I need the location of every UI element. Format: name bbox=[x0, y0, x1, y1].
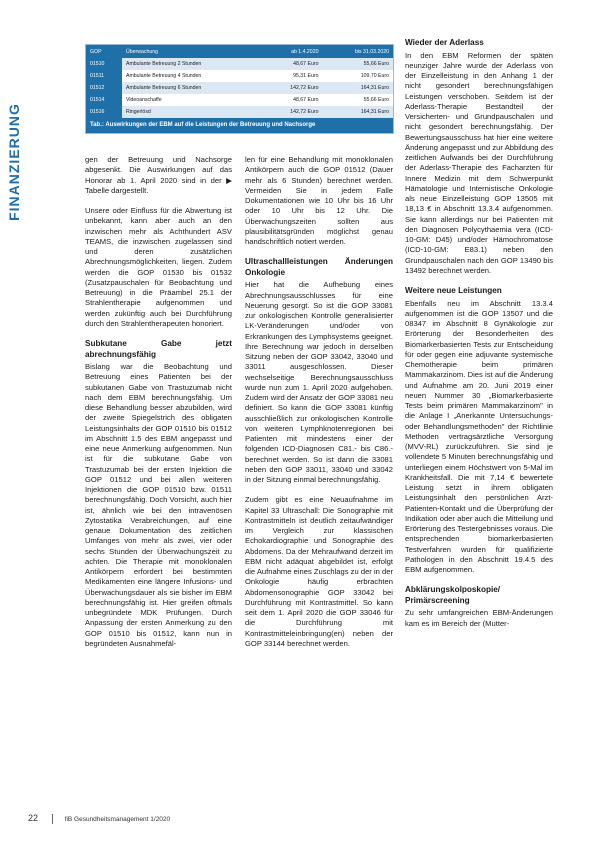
table-header: Überwachung bbox=[122, 45, 262, 58]
table-cell: 142,72 Euro bbox=[262, 82, 323, 94]
fee-table-box bbox=[85, 44, 394, 134]
paragraph: Unsere oder Einfluss für die Abwertung ist unbekannt, kann aber auch an den inzwischen mehr als Achthundert ASV TEAMS, die inzwischen zugelassen sind und deren zusätzlichen Abrechnungsmöglichkeiten, liegen. Zudem werden die GOP 01530 bis 01532 (Zusatzpauschalen für Beobachtung und Betreuung) in die Präambel 25.1 der Strahlentherapie aufgenommen und werden zukünftig auch bei Durchführung durch den Strahlentherapeuten honoriert. bbox=[85, 206, 232, 328]
paragraph: gen der Betreuung und Nachsorge abgesenkt. Die Auswirkungen auf das Honorar ab 1. April 2020 sind in der ▶ Tabelle dargestellt. bbox=[85, 155, 232, 195]
paragraph: Hier hat die Aufhebung eines Abrechnungsausschlusses für eine Neuerung gesorgt. So ist die GOP 33081 zur onkologischen Kontrolle generalisierter LK-Veränderungen und/oder von Erkrankungen des Lymphsystems geeignet. Ihre Berechnung war jedoch in derselben Sitzung neben der GOP 33042, 33040 und 33011 ausgeschlossen. Dieser wechselseitige Berechnungsausschluss wurde nun zum 1. April 2020 aufgehoben. Zudem wird der Ansatz der GOP 33081 neu definiert. So kann die GOP 33081 künftig ausschließlich zur onkologischen Kontrolle von weiteren Lymphknotenregionen bei Patienten mit mindestens einer der folgenden ICD-Diagnosen C81.- bis C86.- berechnet werden. So ist dann die 33081 neben den GOP 33011, 33040 und 33042 in der Sitzung einmal berechnungsfähig. bbox=[245, 280, 393, 484]
journal-name: fiB Gesundheitsmanagement 1/2020 bbox=[64, 816, 171, 823]
table-row bbox=[86, 82, 393, 94]
table-caption: Tab.: Auswirkungen der EBM auf die Leistungen der Betreuung und Nachsorge bbox=[86, 118, 393, 133]
paragraph: Zu sehr umfangreichen EBM-Änderungen kam es im Bereich der (Mutter- bbox=[405, 608, 553, 628]
table-cell: 142,72 Euro bbox=[262, 106, 323, 118]
table-row bbox=[86, 106, 393, 118]
paragraph: len für eine Behandlung mit monoklonalen Antikörpern auch die GOP 01512 (Dauer mehr als 6 Stunden) berechnet werden. Vermeiden Sie in jedem Falle Dokumentationen wie 10 Uhr bis 16 Uhr oder 10 Uhr bis 12 Uhr. Die Überwachungszeiten sollten aus plausibilitätsgründen möglichst genau handschriftlich notiert werden. bbox=[245, 155, 393, 246]
table-cell: 48,67 Euro bbox=[262, 94, 323, 106]
table-cell: 95,31 Euro bbox=[262, 70, 323, 82]
table-cell: 01511 bbox=[86, 70, 122, 82]
table-cell: Ringerlösd bbox=[122, 106, 262, 118]
table-header: bis 31.03.2020 bbox=[322, 45, 393, 58]
paragraph: In den EBM Reformen der späten neunziger Jahre wurde der Aderlass von der Einzelleistung in den Anhang 1 der nicht gesondert berechnungsfähigen Leistungen verschoben. Seitdem ist der Aderlass-Therapie Bestandteil der Versicherten- und Grundpauschalen und nicht gesondert berechnungsfähig. Der Bewertungsausschuss hat hier eine weitere Änderung angepasst und zur Abbildung des zeitlichen Aufwands bei der Durchführung der Aderlass-Therapie des Facharzten für Innere Medizin mit dem Schwerpunkt Hämatologie und Internistische Onkologie als neue Einzelleistung GOP 13505 mit 18,13 € in Abschnitt 13.3.4 aufgenommen. Sie kann allerdings nur bei Patienten mit den Diagnosen Polycythaemia vera (ICD-10-GM: D45) und/oder Hämochromatose (ICD-10-GM: E83.1) neben den Grundpauschalen nach den GOP 13490 bis 13492 berechnet werden. bbox=[405, 50, 553, 275]
table-cell: Ambulante Betreuung 2 Stunden bbox=[122, 58, 262, 70]
paragraph: Zudem gibt es eine Neuaufnahme im Kapitel 33 Ultraschall: Die Sonographie mit Kontrastmitteln ist deutlich zeitaufwändiger im Vergleich zur klassischen Echokardiographie und Sonographie des Abdomens. Da der Mehraufwand derzeit im EBM nicht adäquat abgebildet ist, erfolgt die Aufnahme eines Zuschlags zu der in der Onkologie häufig erbrachten Abdomensonographie GOP 33042 bei Durchführung mit Kontrastmittel. So kann seit dem 1. April 2020 die GOP 33046 für die Durchführung mit Kontrastmitteleinbringung(en) neben der GOP 33144 berechnet werden. bbox=[245, 495, 393, 648]
footer-divider bbox=[52, 814, 53, 824]
subheading: Weitere neue Leistungen bbox=[405, 286, 502, 295]
table-header: ab 1.4.2020 bbox=[262, 45, 323, 58]
table-cell: 164,31 Euro bbox=[322, 106, 393, 118]
paragraph: Ebenfalls neu im Abschnitt 13.3.4 aufgenommen ist die GOP 13507 und die 08347 im Abschnitt 8 Gynäkologie zur Erörterung der Besonderheiten des Biomarkerbasierten Tests zur Entscheidung für oder gegen eine adjuvante systemische Chemotherapie beim primären Mammakarzinom. Dies ist auf die Änderung und Aufnahme am 20. Juni 2019 einer neuen Nummer 30 „Biomarkerbasierte Tests beim primären Mammakarzinom" in die Anlage I „Anerkannte Untersuchungs- oder Behandlungsmethoden" der Richtlinie Methoden vertragsärztliche Versorgung (MVV-RL) zurückzuführen. Sie sind je vollendete 5 Minuten berechnungsfähig und unterliegen einem Höchstwert von 5-Mal im Krankheitsfall. Die mit 7,14 € bewertete Leistung setzt in ihrem obligaten Leistungsinhalt den persönlichen Arzt-Patienten-Kontakt und die Überprüfung der Indikation oder aber auch die Mitteilung und Erörterung des Testergebnisses voraus. Die entsprechenden biomarkerbasierten Testverfahren wurden für qualifizierte Pathologen in den Abschnitt 19.4.5 des EBM aufgenommen. bbox=[405, 298, 553, 574]
table-row bbox=[86, 58, 393, 70]
table-cell: 164,31 Euro bbox=[322, 82, 393, 94]
article-column-3 bbox=[405, 38, 553, 639]
fee-table bbox=[86, 45, 393, 118]
table-row bbox=[86, 70, 393, 82]
table-cell: Ambulante Betreuung 6 Stunden bbox=[122, 82, 262, 94]
table-header: GOP bbox=[86, 45, 122, 58]
table-cell: 01514 bbox=[86, 94, 122, 106]
article-column-1 bbox=[85, 155, 232, 659]
table-cell: 01510 bbox=[86, 58, 122, 70]
subheading: Ultraschallleistungen Änderungen Onkologie bbox=[245, 257, 393, 277]
subheading: Wieder der Aderlass bbox=[405, 38, 484, 47]
page-number: 22 bbox=[28, 813, 39, 823]
section-label: FINANZIERUNG bbox=[6, 103, 22, 221]
table-cell: 109,70 Euro bbox=[322, 70, 393, 82]
table-cell: 01516 bbox=[86, 106, 122, 118]
table-cell: 55,66 Euro bbox=[322, 58, 393, 70]
table-cell: 01512 bbox=[86, 82, 122, 94]
table-cell: Videoanschaffe bbox=[122, 94, 262, 106]
table-row bbox=[86, 94, 393, 106]
table-cell: Ambulante Betreuung 4 Stunden bbox=[122, 70, 262, 82]
page-footer bbox=[28, 813, 170, 824]
subheading: Abklärungskolposkopie/ Primärscreening bbox=[405, 585, 501, 605]
subheading: Subkutane Gabe jetzt abrechnungsfähig bbox=[85, 339, 232, 359]
paragraph: Bislang war die Beobachtung und Betreuung eines Patienten bei der subkutanen Gabe von Trastuzumab nicht nach dem EBM berechnungsfähig. Um diese Behandlung besser abzubilden, wird der zweite Spiegelstrich des obligaten Leistungsinhalts der GOP 01510 bis 01512 im Abschnitt 1.5 des EBM angepasst und eine neue Anmerkung aufgenommen. Nun ist für die subkutane Gabe von Trastuzumab bei der ersten Injektion die GOP 01512 und bei allen weiteren Injektionen die GOP 01510 bzw. 01511 berechnungsfähig. Doch Vorsicht, auch hier ist, ähnlich wie bei den intravenösen Zytostatika Verabreichungen, auf eine genaue Dokumentation des zeitlichen Umfanges von mehr als zwei, vier oder sechs Stunden der Überwachungszeit zu achten. Die Therapie mit monoklonalen Antikörpern erfordert bei bestimmten Medikamenten eine längere Infusions- und Überwachungsdauer als sie bisher im EBM berechnungsfähig ist. Hier greifen oftmals unbegründete MDK Prüfungen. Durch Anpassung der ersten Anmerkung zu den GOP 01510 bis 01512, kann nun in begründeten Ausnahmefäl- bbox=[85, 362, 232, 648]
article-column-2 bbox=[245, 155, 393, 659]
table-cell: 48,67 Euro bbox=[262, 58, 323, 70]
table-header-row bbox=[86, 45, 393, 58]
table-cell: 55,66 Euro bbox=[322, 94, 393, 106]
